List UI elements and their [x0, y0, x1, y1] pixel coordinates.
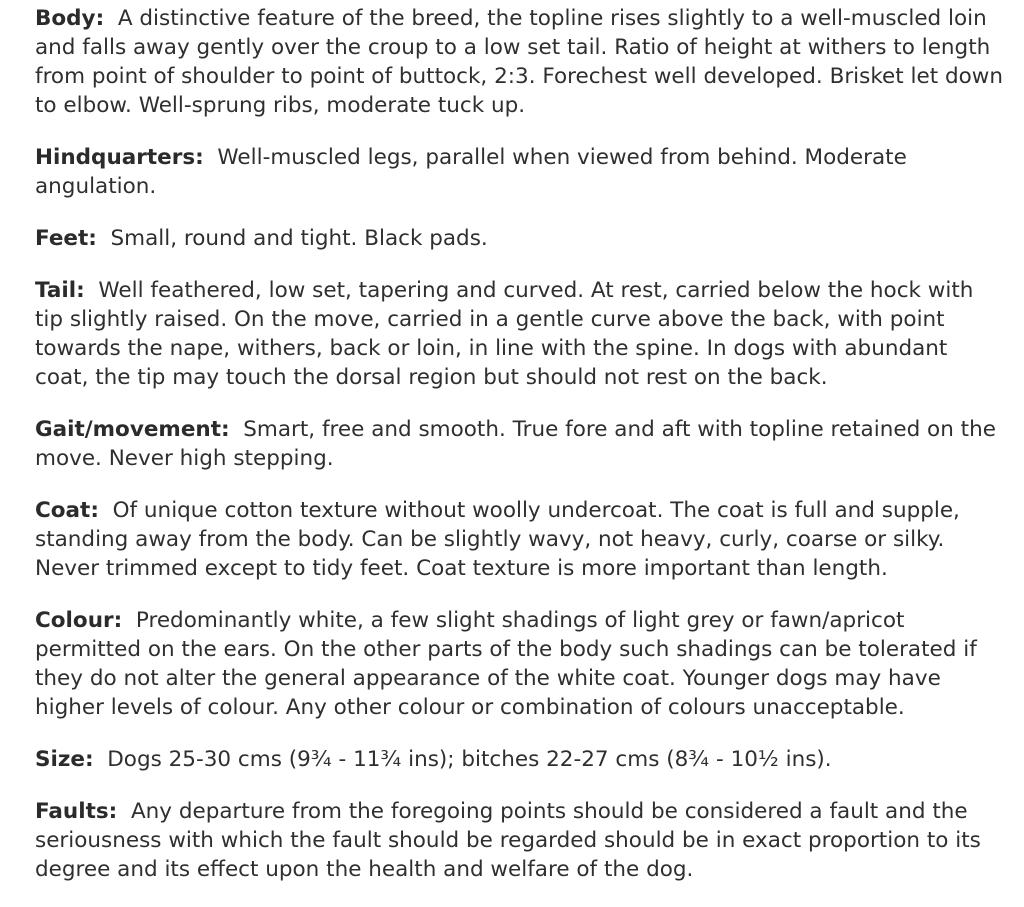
section-gait-movement — [35, 415, 1005, 473]
section-body — [35, 4, 1005, 120]
section-text: Any departure from the foregoing points should be considered a fault and the seriousness with which the fault should be regarded should be in exact proportion to its degree and its effect upon the health and welfare of the dog. — [35, 799, 981, 882]
breed-standard-document — [35, 4, 1005, 907]
section-tail — [35, 276, 1005, 392]
section-text: Dogs 25-30 cms (9¾ - 11¾ ins); bitches 22-27 cms (8¾ - 10½ ins). — [107, 747, 832, 772]
section-text: Smart, free and smooth. True fore and aft with topline retained on the move. Never high stepping. — [35, 417, 996, 471]
section-feet — [35, 224, 1005, 253]
section-label: Body: — [35, 6, 105, 31]
section-text: A distinctive feature of the breed, the topline rises slightly to a well-muscled loin and falls away gently over the croup to a low set tail. Ratio of height at withers to length from point of shoulder to point of buttock, 2:3. Forechest well developed. Brisket let down to elbow. Well-sprung ribs, moderate tuck up. — [35, 6, 1004, 118]
section-coat — [35, 496, 1005, 583]
section-label: Gait/movement: — [35, 417, 230, 442]
section-label: Tail: — [35, 278, 85, 303]
section-colour — [35, 606, 1005, 722]
section-text: Well feathered, low set, tapering and curved. At rest, carried below the hock with tip slightly raised. On the move, carried in a gentle curve above the back, with point towards the nape, withers, back or loin, in line with the spine. In dogs with abundant coat, the tip may touch the dorsal region but should not rest on the back. — [35, 278, 974, 390]
section-hindquarters — [35, 143, 1005, 201]
section-label: Coat: — [35, 498, 99, 523]
section-size — [35, 745, 1005, 774]
section-label: Feet: — [35, 226, 97, 251]
section-label: Hindquarters: — [35, 145, 204, 170]
section-text: Well-muscled legs, parallel when viewed from behind. Moderate angulation. — [35, 145, 907, 199]
section-label: Colour: — [35, 608, 123, 633]
section-label: Size: — [35, 747, 94, 772]
section-faults — [35, 797, 1005, 884]
section-text: Predominantly white, a few slight shadings of light grey or fawn/apricot permitted on the ears. On the other parts of the body such shadings can be tolerated if they do not alter the general appearance of the white coat. Younger dogs may have higher levels of colour. Any other colour or combination of colours unacceptable. — [35, 608, 977, 720]
section-text: Small, round and tight. Black pads. — [110, 226, 488, 251]
section-text: Of unique cotton texture without woolly undercoat. The coat is full and supple, standing away from the body. Can be slightly wavy, not heavy, curly, coarse or silky. Never trimmed except to tidy feet. Coat texture is more important than length. — [35, 498, 960, 581]
section-label: Faults: — [35, 799, 118, 824]
